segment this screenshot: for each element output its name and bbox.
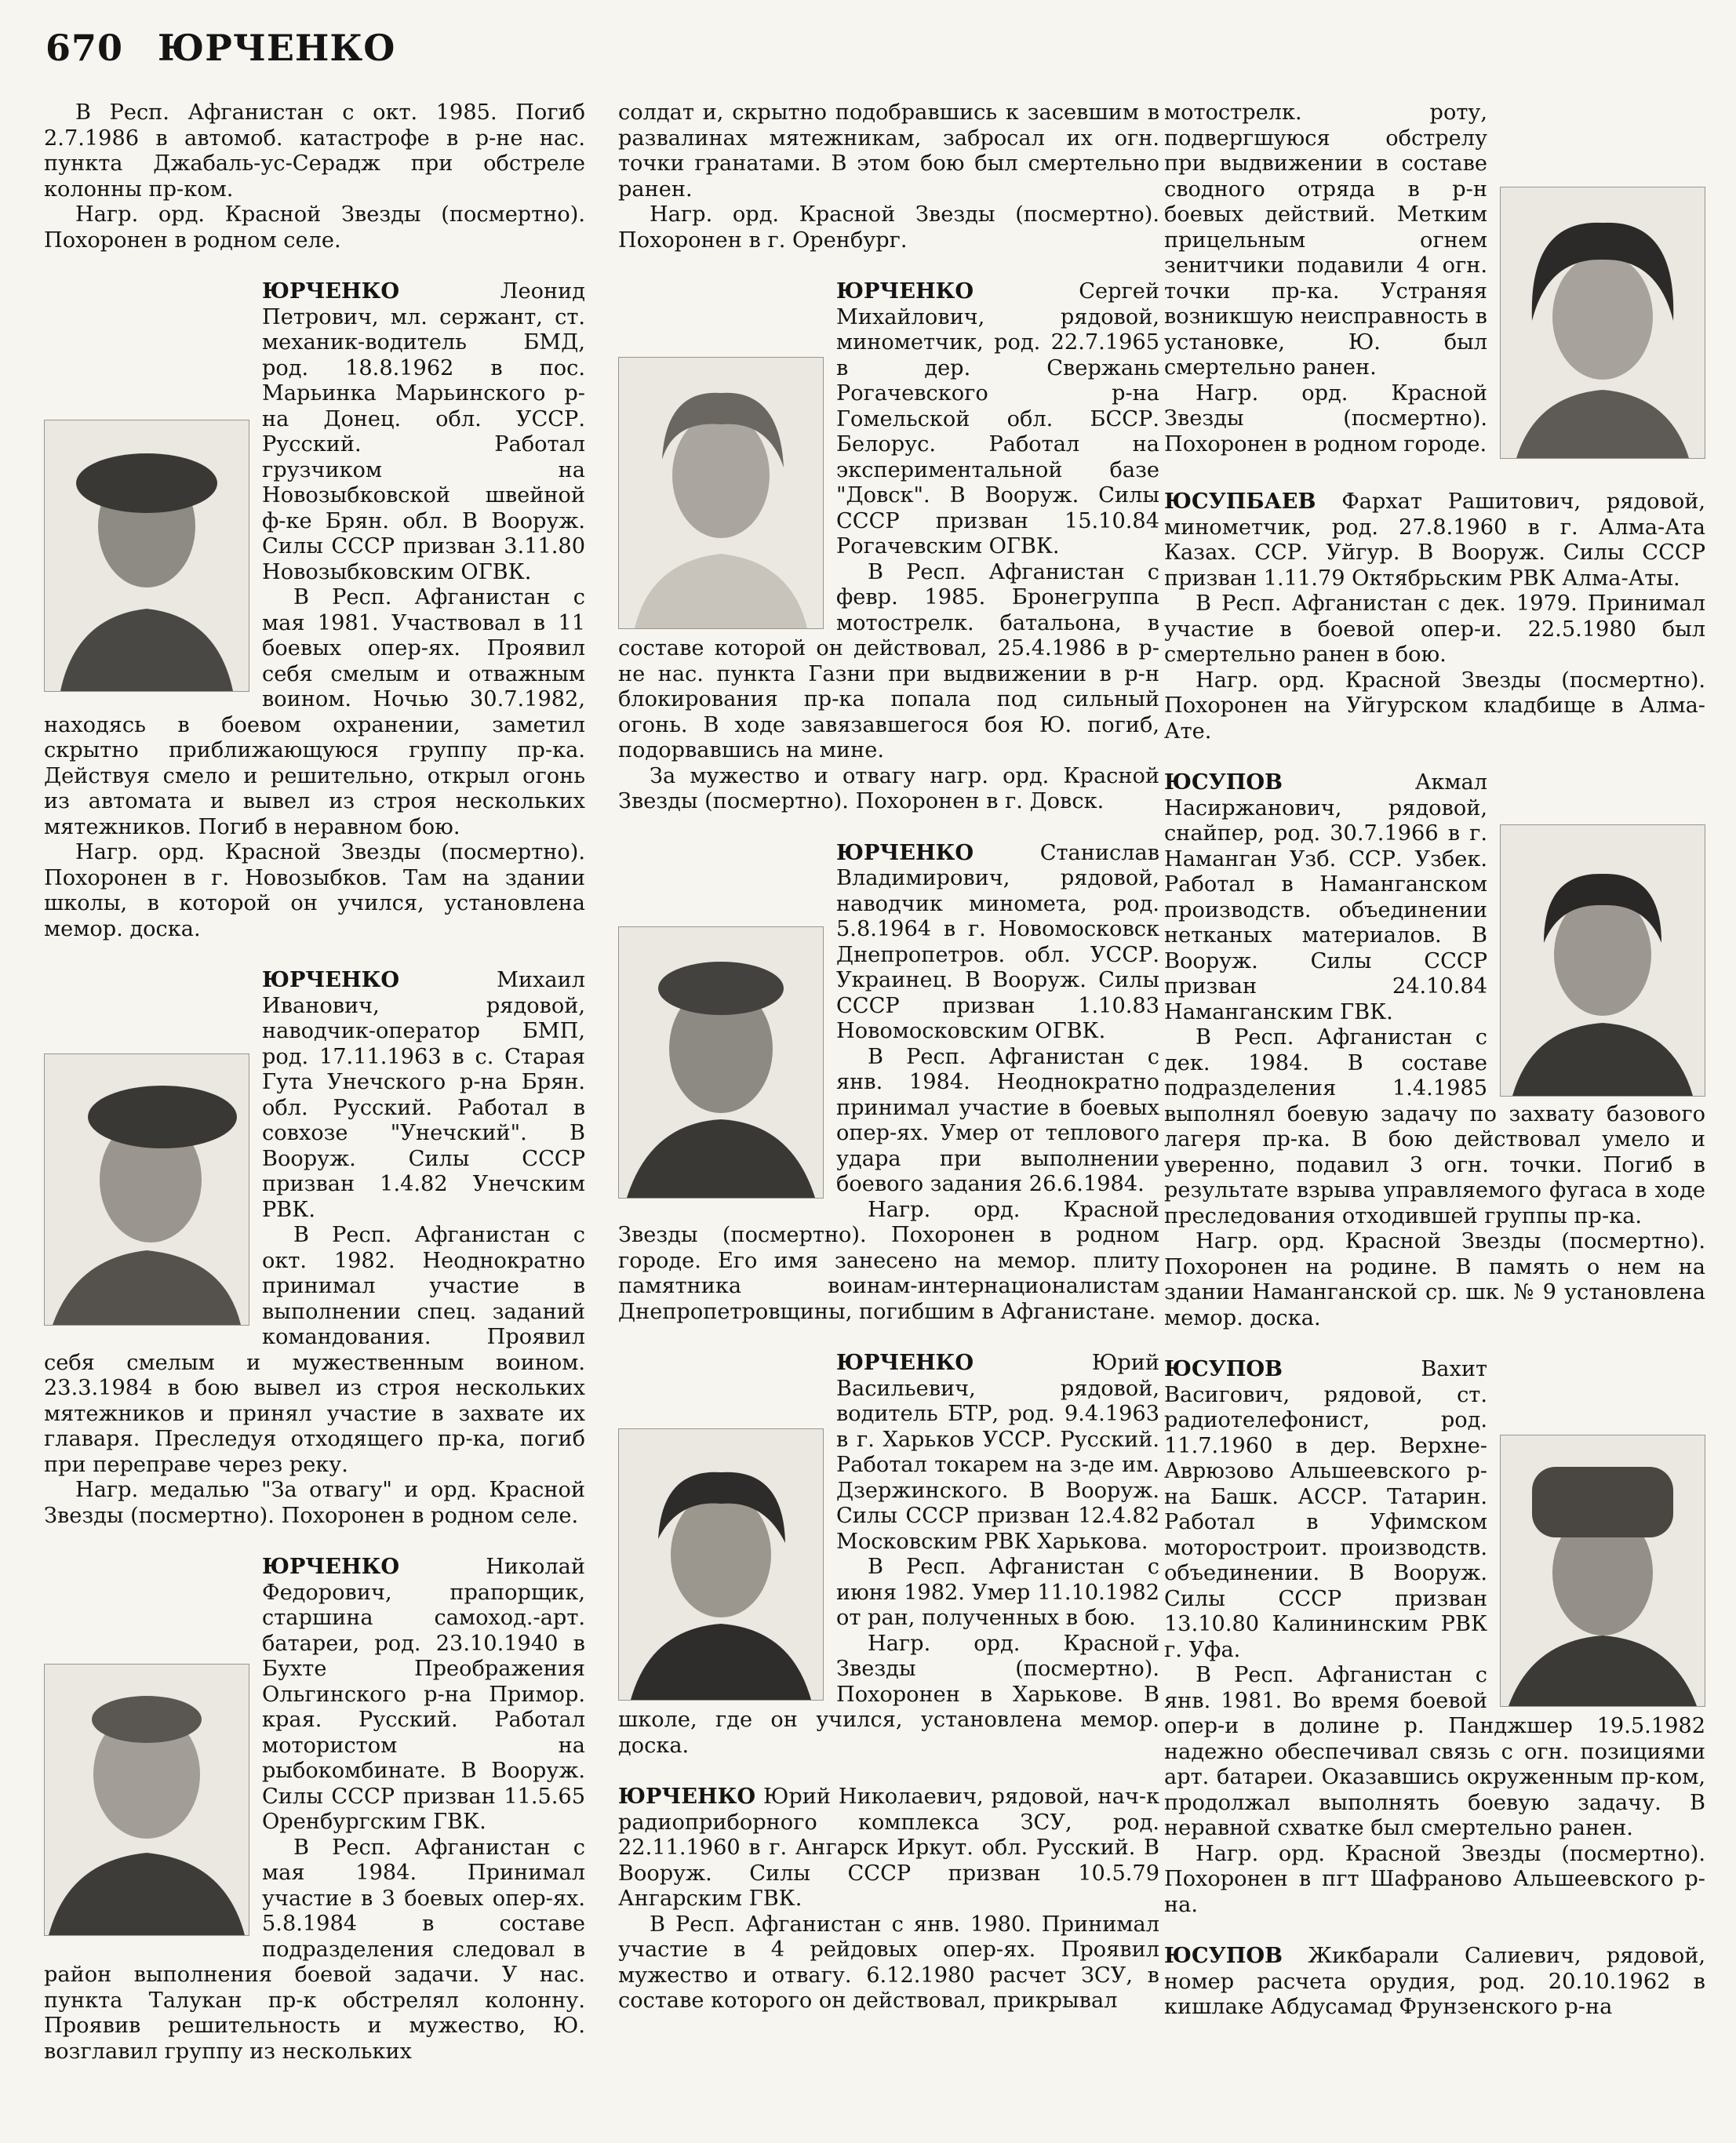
entry-surname: ЮРЧЕНКО (836, 1350, 974, 1375)
page-number: 670 (45, 27, 124, 69)
entry-text: Вахит Васигович, рядовой, ст. радиотелефонист, род. 11.7.1960 в дер. Верхне-Аврюзово Альшеевского р-на Башк. АССР. Татарин. Работал в Уфимском моторостроит. производств. объединении. В Вооруж. Силы СССР призван 13.10.80 Калининским РВК г. Уфа. (1164, 1357, 1487, 1662)
entry-paragraph: За мужество и отвагу нагр. орд. Красной Звезды (посмертно). Похоронен в г. Довск. (618, 763, 1159, 813)
entry-paragraph: В Респ. Афганистан с янв. 1980. Принимал участие в 4 рейдовых опер-ях. Проявил мужество и отвагу. 6.12.1980 расчет ЗСУ, в составе которого он действовал, прикрывал (618, 1912, 1159, 2013)
entry-surname: ЮРЧЕНКО (618, 1784, 756, 1809)
entry-surname: ЮРЧЕНКО (836, 278, 974, 304)
entry-yusupov-vakhit (1164, 1356, 1705, 1918)
column-1 (44, 100, 585, 2065)
entry-paragraph: В Респ. Афганистан с окт. 1982. Неоднократно принимал участие в выполнении спец. заданий командования. Проявил себя смелым и мужественным воином. 23.3.1984 в бою вывел из строя нескольких мятежников и принял участие в захвате их главаря. Преследуя отходящего пр-ка, погиб при переправе через реку. (44, 1223, 585, 1477)
entry-paragraph: В Респ. Афганистан с дек. 1979. Принимал участие в боевой опер-и. 22.5.1980 был смертельно ранен в бою. (1164, 591, 1705, 667)
entry-paragraph: В Респ. Афганистан с июня 1982. Умер 11.10.1982 от ран, полученных в бою. (836, 1555, 1159, 1630)
running-header (45, 27, 395, 69)
entry-text: Леонид Петрович, мл. сержант, ст. механик-водитель БМД, род. 18.8.1962 в пос. Марьинка Марьинского р-на Донец. обл. УССР. Русский. Работал грузчиком на Новозыбковской швейной ф-ке Брян. обл. В Вооруж. Силы СССР призван 3.11.80 Новозыбковским ОГВК. (262, 279, 585, 584)
portrait-photo (1500, 187, 1705, 459)
entry-paragraph: В Респ. Афганистан с февр. 1985. Бронегруппа мотострелк. батальона, в составе которой он действовал, 25.4.1986 в р-не нас. пункта Газни при выдвижении в р-н блокирования пр-ка попала под сильный огонь. В ходе завязавшегося боя Ю. погиб, подорвавшись на мине. (618, 559, 1159, 762)
entry-text: Станислав Владимирович, рядовой, наводчик миномета, род. 5.8.1964 в г. Новомосковск Днепропетров. обл. УССР. Украинец. В Вооруж. Силы СССР призван 1.10.83 Новомосковским ОГВК. (836, 840, 1159, 1043)
entry-surname: ЮСУПОВ (1164, 1356, 1283, 1381)
entry-paragraph: В Респ. Афганистан с янв. 1981. Во время боевой опер-и в долине р. Панджшер 19.5.1982 надежно обеспечивал связь с огн. позициями арт. батареи. Оказавшись окруженным пр-ком, продолжал выполнять боевую задачу. В неравной схватке был смертельно ранен. (1164, 1663, 1705, 1840)
entry-surname: ЮРЧЕНКО (262, 1554, 400, 1579)
entry-text: Михаил Иванович, рядовой, наводчик-оператор БМП, род. 17.11.1963 в с. Старая Гута Унечского р-на Брян. обл. Русский. Работал в совхозе "Унечский". В Вооруж. Силы СССР призван 1.4.82 Унечским РВК. (262, 968, 585, 1222)
running-title: ЮРЧЕНКО (158, 27, 396, 69)
entry-text: Юрий Васильевич, рядовой, водитель БТР, род. 9.4.1963 в г. Харьков УССР. Русский. Работал токарем на з-де им. Дзержинского. В Вооруж. Силы СССР призван 12.4.82 Московским РВК Харькова. (836, 1351, 1159, 1554)
continuation-paragraph: Нагр. орд. Красной Звезды (посмертно). Похоронен в родном городе. (1164, 380, 1487, 457)
entry-yurchenko-mikhail (44, 967, 585, 1529)
entry-surname: ЮСУПОВ (1164, 1943, 1283, 1968)
continuation-paragraph: солдат и, скрытно подобравшись к засевшим в развалинах мятежникам, забросал их огн. точки гранатами. В этом бою был смертельно ранен. (618, 100, 1159, 202)
entry-paragraph: Нагр. орд. Красной Звезды (посмертно). Похоронен в родном городе. Его имя занесено на мемор. плиту памятника воинам-интернационалистам Днепропетровщины, погибшим в Афганистане. (618, 1197, 1159, 1324)
entry-paragraph: Нагр. медалью "За отвагу" и орд. Красной Звезды (посмертно). Похоронен в родном селе. (44, 1478, 585, 1528)
portrait-photo (1500, 1435, 1705, 1707)
entry-paragraph: Нагр. орд. Красной Звезды (посмертно). Похоронен в Харькове. В школе, где он учился, установлена мемор. доска. (618, 1631, 1159, 1758)
entry-yurchenko-nikolai (44, 1554, 585, 2065)
entry-surname: ЮСУПОВ (1164, 770, 1283, 795)
entry-surname: ЮРЧЕНКО (262, 967, 400, 992)
continuation-paragraph: Нагр. орд. Красной Звезды (посмертно). Похоронен в родном селе. (44, 202, 585, 253)
entry-paragraph: В Респ. Афганистан с мая 1981. Участвовал в 11 боевых опер-ях. Проявил себя смелым и отважным воином. Ночью 30.7.1982, находясь в боевом охранении, заметил скрытно приближающуюся группу пр-ка. Действуя смело и решительно, открыл огонь из автомата и вывел из строя нескольких мятежников. Погиб в неравном бою. (44, 585, 585, 839)
entry-text: Жикбарали Салиевич, рядовой, номер расчета орудия, род. 20.10.1962 в кишлаке Абдусамад Фрунзенского р-на (1164, 1944, 1705, 2019)
continuation-paragraph: В Респ. Афганистан с окт. 1985. Погиб 2.7.1986 в автомоб. катастрофе в р-не нас. пункта Джабаль-ус-Серадж при обстреле колонны пр-ком. (44, 100, 585, 202)
entry-yurchenko-yuri-v (618, 1350, 1159, 1759)
entry-yurchenko-sergei (618, 278, 1159, 815)
entry-paragraph: В Респ. Афганистан с мая 1984. Принимал участие в 3 боевых опер-ях. 5.8.1984 в составе подразделения следовал в район выполнения боевой задачи. У нас. пункта Талукан пр-к обстрелял колонну. Проявив решительность и мужество, Ю. возглавил группу из нескольких (44, 1835, 585, 2064)
portrait-photo (618, 357, 824, 629)
entry-yusupov-zhikbarali (1164, 1943, 1705, 2021)
entry-yusupbaev-farkhat (1164, 489, 1705, 744)
column-2 (618, 100, 1159, 2014)
entry-surname: ЮРЧЕНКО (262, 278, 400, 304)
entry-surname: ЮСУПБАЕВ (1164, 489, 1316, 514)
entry-paragraph: В Респ. Афганистан с дек. 1984. В составе подразделения 1.4.1985 выполнял боевую задачу по захвату базового лагеря пр-ка. В бою действовал умело и уверенно, подавил 3 огн. точки. Погиб в результате взрыва управляемого фугаса в ходе преследования отходившей группы пр-ка. (1164, 1025, 1705, 1228)
entry-text: Николай Федорович, прапорщик, старшина самоход.-арт. батареи, род. 23.10.1940 в Бухте Преображения Ольгинского р-на Примор. края. Русский. Работал мотористом на рыбокомбинате. В Вооруж. Силы СССР призван 11.5.65 Оренбургским ГВК. (262, 1555, 585, 1834)
continuation-paragraph: мотострелк. роту, подвергшуюся обстрелу при выдвижении в составе сводного отряда в р-н боевых действий. Метким прицельным огнем зенитчики подавили 4 огн. точки пр-ка. Устраняя возникшую неисправность в установке, Ю. был смертельно ранен. (1164, 100, 1487, 380)
entry-paragraph: Нагр. орд. Красной Звезды (посмертно). Похоронен в г. Новозыбков. Там на здании школы, в которой он учился, установлена мемор. доска. (44, 840, 585, 941)
entry-text: Юрий Николаевич, рядовой, нач-к радиоприборного комплекса ЗСУ, род. 22.11.1960 в г. Ангарск Иркут. обл. Русский. В Вооруж. Силы СССР призван 10.5.79 Ангарским ГВК. (618, 1785, 1159, 1911)
portrait-photo (1500, 824, 1705, 1097)
entry-paragraph: В Респ. Афганистан с янв. 1984. Неоднократно принимал участие в боевых опер-ях. Умер от теплового удара при выполнении боевого задания 26.6.1984. (836, 1044, 1159, 1196)
entry-text: Сергей Михайлович, рядовой, минометчик, род. 22.7.1965 в дер. Свержань Рогачевского р-на Гомельской обл. БССР. Белорус. Работал на экспериментальной базе "Довск". В Вооруж. Силы СССР призван 15.10.84 Рогачевским ОГВК. (836, 279, 1159, 558)
entry-paragraph: Нагр. орд. Красной Звезды (посмертно). Похоронен на родине. В память о нем на здании Наманганской ср. шк. № 9 установлена мемор. доска. (1164, 1229, 1705, 1330)
portrait-photo (618, 926, 824, 1199)
entry-yusupov-akmal (1164, 770, 1705, 1331)
column-3 (1164, 100, 1705, 2021)
entry-yurchenko-leonid (44, 278, 585, 942)
entry-text: Фархат Рашитович, рядовой, минометчик, род. 27.8.1960 в г. Алма-Ата Казах. ССР. Уйгур. В Вооруж. Силы СССР призван 1.11.79 Октябрьским РВК Алма-Аты. (1164, 489, 1705, 591)
portrait-photo (44, 1664, 249, 1936)
entry-text: Акмал Насиржанович, рядовой, снайпер, род. 30.7.1966 в г. Наманган Узб. ССР. Узбек. Работал в Наманганском производств. объединении нетканых материалов. В Вооруж. Силы СССР призван 24.10.84 Наманганским ГВК. (1164, 770, 1487, 1024)
portrait-photo (44, 1053, 249, 1326)
entry-surname: ЮРЧЕНКО (836, 839, 974, 865)
portrait-photo (44, 420, 249, 692)
entry-paragraph: Нагр. орд. Красной Звезды (посмертно). Похоронен на Уйгурском кладбище в Алма-Ате. (1164, 668, 1705, 744)
continuation-paragraph: Нагр. орд. Красной Звезды (посмертно). Похоронен в г. Оренбург. (618, 202, 1159, 253)
entry-yurchenko-yuri-n (618, 1784, 1159, 2014)
entry-paragraph: Нагр. орд. Красной Звезды (посмертно). Похоронен в пгт Шафраново Альшеевского р-на. (1164, 1841, 1705, 1917)
portrait-photo (618, 1428, 824, 1701)
entry-yurchenko-stanislav (618, 840, 1159, 1326)
